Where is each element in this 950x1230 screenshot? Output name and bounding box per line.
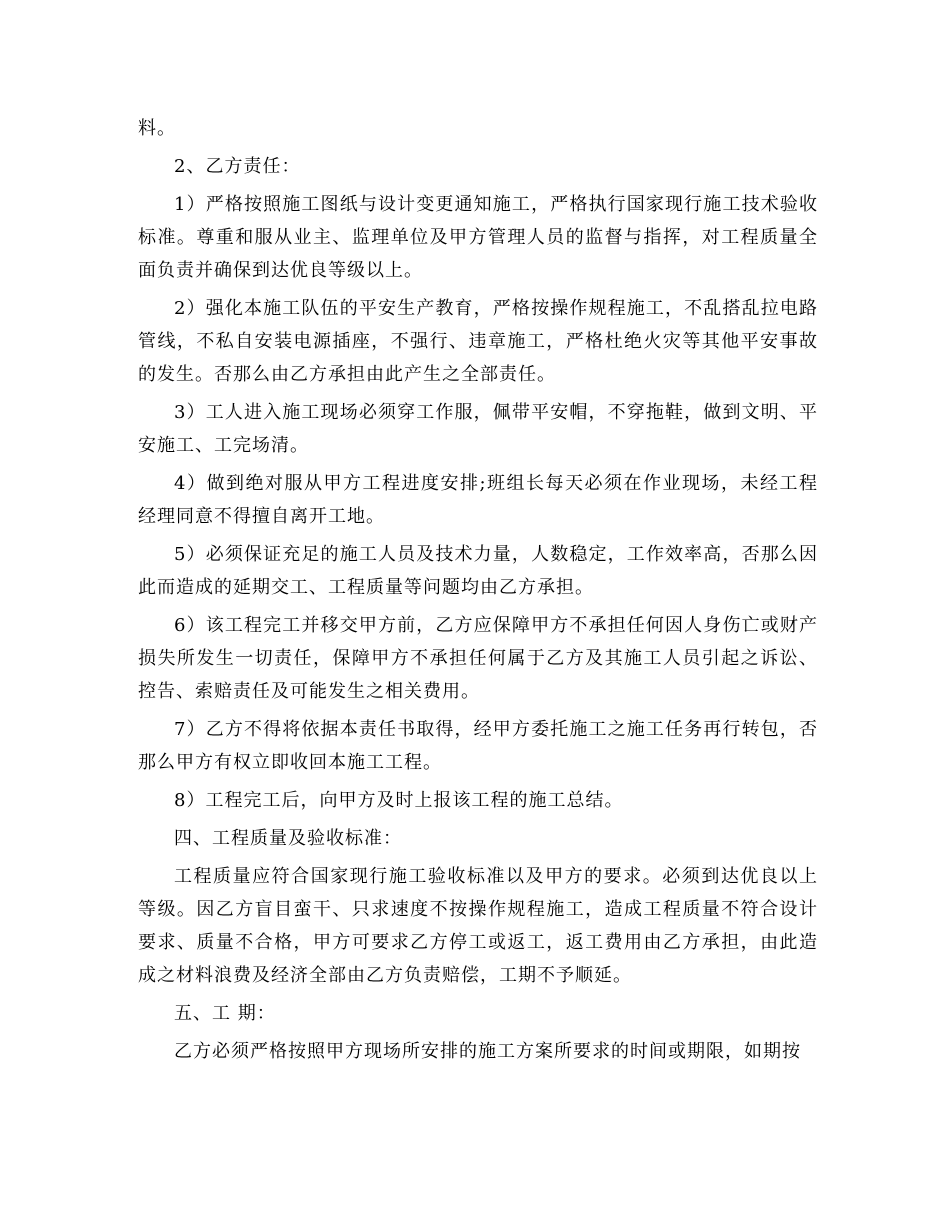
paragraph-schedule: 乙方必须严格按照甲方现场所安排的施工方案所要求的时间或期限，如期按 xyxy=(174,1041,801,1062)
paragraph-item-8: 8）工程完工后，向甲方及时上报该工程的施工总结。 xyxy=(174,790,624,811)
paragraph-item-1: 1）严格按照施工图纸与设计变更通知施工，严格执行国家现行施工技术验收标准。尊重和服从业主、监理单位及甲方管理人员的监督与指挥，对工程质量全面负责并确保到达优良等级以上。 xyxy=(138,194,818,281)
paragraph-quality: 工程质量应符合国家现行施工验收标准以及甲方的要求。必须到达优良以上等级。因乙方盲目蛮干、只求速度不按操作规程施工，造成工程质量不符合设计要求、质量不合格，甲方可要求乙方停工或返工，返工费用由乙方承担，由此造成之材料浪费及经济全部由乙方负责赔偿，工期不予顺延。 xyxy=(138,866,818,986)
heading-quality-standard: 四、工程质量及验收标准： xyxy=(174,828,402,849)
document-body xyxy=(138,112,818,1073)
heading-party-b-responsibility: 2、乙方责任： xyxy=(174,156,301,177)
paragraph-item-5: 5）必须保证充足的施工人员及技术力量，人数稳定，工作效率高，否那么因此而造成的延期交工、工程质量等问题均由乙方承担。 xyxy=(138,544,818,598)
paragraph-item-2: 2）强化本施工队伍的平安生产教育，严格按操作规程施工，不乱搭乱拉电路管线，不私自安装电源插座，不强行、违章施工，严格杜绝火灾等其他平安事故的发生。否那么由乙方承担由此产生之全部责任。 xyxy=(138,298,818,385)
paragraph-item-4: 4）做到绝对服从甲方工程进度安排;班组长每天必须在作业现场，未经工程经理同意不得擅自离开工地。 xyxy=(138,473,818,527)
heading-schedule: 五、工 期： xyxy=(174,1003,276,1024)
paragraph-item-3: 3）工人进入施工现场必须穿工作服，佩带平安帽，不穿拖鞋，做到文明、平安施工、工完场清。 xyxy=(138,402,818,456)
paragraph-item-6: 6）该工程完工并移交甲方前，乙方应保障甲方不承担任何因人身伤亡或财产损失所发生一切责任，保障甲方不承担任何属于乙方及其施工人员引起之诉讼、控告、索赔责任及可能发生之相关费用。 xyxy=(138,615,818,702)
paragraph-continuation: 料。 xyxy=(138,118,176,139)
paragraph-item-7: 7）乙方不得将依据本责任书取得，经甲方委托施工之施工任务再行转包，否那么甲方有权立即收回本施工工程。 xyxy=(138,719,818,773)
